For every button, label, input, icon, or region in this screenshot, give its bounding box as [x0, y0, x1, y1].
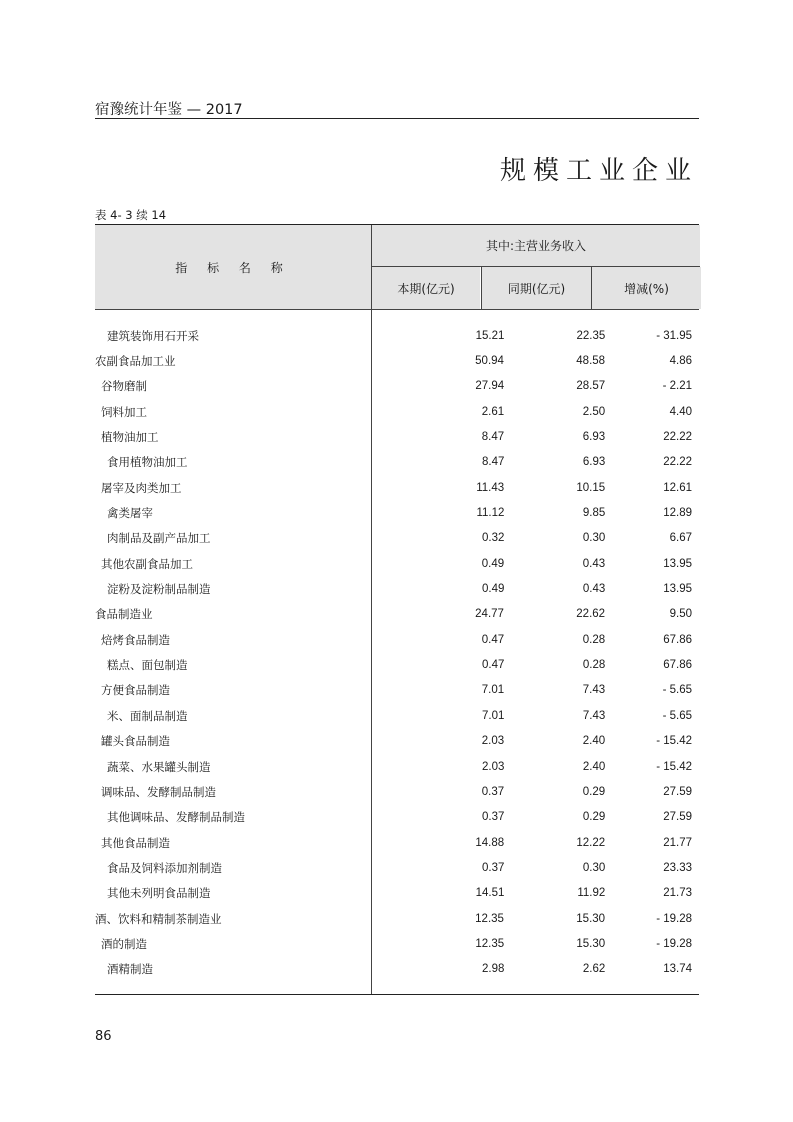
row-change-value: - 5.65: [662, 684, 692, 697]
table-body: [95, 310, 699, 994]
row-previous-value: 9.85: [582, 507, 606, 520]
row-current-value: 12.35: [475, 937, 505, 950]
row-change-value: - 5.65: [662, 709, 692, 722]
row-previous-value: 7.43: [582, 709, 606, 722]
row-previous-value: 0.30: [582, 861, 606, 874]
page-number: 86: [95, 1029, 112, 1044]
row-current-value: 14.51: [475, 887, 505, 900]
table-row: [95, 830, 699, 855]
row-current-value: 2.61: [481, 405, 505, 418]
row-previous-value: 2.40: [582, 735, 606, 748]
table-row: [95, 576, 699, 601]
row-current-value: 0.47: [481, 659, 505, 672]
previous-period-header: 同期(亿元): [481, 267, 591, 309]
row-change-value: - 2.21: [662, 380, 692, 393]
row-name: 焙烤食品制造: [101, 632, 170, 647]
table-row: [95, 348, 699, 373]
row-name: 调味品、发酵制品制造: [101, 784, 216, 799]
current-period-header: 本期(亿元): [372, 267, 480, 309]
table-row: [95, 399, 699, 424]
row-change-value: 13.74: [663, 963, 692, 976]
row-change-value: 13.95: [663, 557, 692, 570]
row-previous-value: 0.29: [582, 811, 606, 824]
row-change-value: 22.22: [663, 456, 692, 469]
row-name: 饲料加工: [101, 404, 147, 419]
row-change-value: 67.86: [663, 659, 692, 672]
revenue-header-group: [371, 225, 700, 309]
row-name: 其他调味品、发酵制品制造: [107, 810, 245, 825]
row-name: 食用植物油加工: [107, 455, 188, 470]
table-row: [95, 475, 699, 500]
row-name: 其他食品制造: [101, 835, 170, 850]
table-id: 表 4- 3 续 14: [95, 208, 167, 222]
row-name: 酒精制造: [107, 962, 153, 977]
row-previous-value: 0.29: [582, 785, 606, 798]
row-current-value: 2.98: [481, 963, 505, 976]
row-previous-value: 0.28: [582, 659, 606, 672]
statistics-table: [95, 224, 699, 995]
table-row: [95, 754, 699, 779]
revenue-group-label: 其中:主营业务收入: [372, 225, 700, 267]
row-name: 罐头食品制造: [101, 734, 170, 749]
table-row: [95, 703, 699, 728]
row-current-value: 8.47: [481, 456, 505, 469]
row-name: 酒、饮料和精制茶制造业: [95, 911, 222, 926]
row-name: 食品及饲料添加剂制造: [107, 860, 222, 875]
row-change-value: 4.86: [669, 355, 692, 368]
row-previous-value: 12.22: [576, 836, 606, 849]
row-previous-value: 0.30: [582, 532, 606, 545]
row-current-value: 0.32: [481, 532, 505, 545]
row-current-value: 50.94: [475, 355, 504, 368]
table-row: [95, 450, 699, 475]
row-change-value: 27.59: [663, 785, 692, 798]
row-change-value: 67.86: [663, 633, 692, 646]
row-previous-value: 6.93: [582, 431, 606, 444]
row-name: 酒的制造: [101, 936, 147, 951]
row-change-value: 13.95: [663, 583, 692, 596]
table-row: [95, 729, 699, 754]
row-previous-value: 0.28: [582, 633, 606, 646]
table-row: [95, 551, 699, 576]
row-name: 方便食品制造: [101, 683, 170, 698]
row-current-value: 8.47: [481, 431, 505, 444]
row-change-value: 23.33: [663, 861, 692, 874]
row-change-value: - 31.95: [656, 329, 692, 342]
row-previous-value: 2.40: [582, 760, 606, 773]
row-change-value: 4.40: [669, 405, 692, 418]
table-row: [95, 652, 699, 677]
row-change-value: 6.67: [669, 532, 692, 545]
row-name: 糕点、面包制造: [107, 658, 188, 673]
row-previous-value: 7.43: [582, 684, 606, 697]
row-current-value: 11.43: [476, 481, 505, 494]
row-change-value: - 15.42: [656, 735, 692, 748]
header-rule: [95, 118, 699, 119]
row-previous-value: 48.58: [576, 355, 606, 368]
row-previous-value: 2.50: [582, 405, 606, 418]
table-row: [95, 805, 699, 830]
change-percent-header: 增减(%): [591, 267, 701, 309]
row-current-value: 27.94: [475, 380, 505, 393]
table-row: [95, 931, 699, 956]
row-name: 蔬菜、水果罐头制造: [107, 759, 211, 774]
row-name: 肉制品及副产品加工: [107, 531, 211, 546]
table-row: [95, 906, 699, 931]
row-name: 谷物磨制: [101, 379, 147, 394]
row-current-value: 2.03: [481, 760, 505, 773]
table-row: [95, 500, 699, 525]
row-change-value: 12.61: [663, 481, 692, 494]
table-row: [95, 779, 699, 804]
row-name: 植物油加工: [101, 430, 159, 445]
table-row: [95, 881, 699, 906]
table-row: [95, 957, 699, 982]
row-change-value: - 19.28: [656, 937, 692, 950]
row-previous-value: 22.62: [576, 608, 606, 621]
row-current-value: 0.37: [481, 811, 505, 824]
indicator-header: 指 标 名 称: [95, 225, 371, 309]
row-previous-value: 15.30: [576, 912, 606, 925]
row-previous-value: 10.15: [576, 481, 606, 494]
row-change-value: 21.77: [663, 836, 692, 849]
row-current-value: 14.88: [475, 836, 505, 849]
column-divider: [371, 310, 372, 994]
section-title: 规模工业企业: [499, 156, 698, 186]
table-row: [95, 627, 699, 652]
row-current-value: 0.49: [481, 583, 505, 596]
row-name: 屠宰及肉类加工: [101, 480, 182, 495]
row-current-value: 0.49: [481, 557, 505, 570]
row-change-value: 22.22: [663, 431, 692, 444]
row-change-value: - 15.42: [656, 760, 692, 773]
row-change-value: - 19.28: [656, 912, 692, 925]
row-current-value: 0.47: [481, 633, 505, 646]
table-row: [95, 678, 699, 703]
row-previous-value: 22.35: [576, 329, 606, 342]
row-name: 农副食品加工业: [95, 354, 176, 369]
row-current-value: 24.77: [475, 608, 504, 621]
row-previous-value: 28.57: [576, 380, 606, 393]
row-name: 建筑装饰用石开采: [107, 328, 199, 343]
table-bottom-rule: [95, 994, 699, 995]
row-current-value: 7.01: [481, 709, 505, 722]
row-current-value: 11.12: [476, 507, 505, 520]
table-header: [95, 225, 699, 309]
table-row: [95, 424, 699, 449]
row-current-value: 0.37: [481, 785, 505, 798]
row-current-value: 12.35: [475, 912, 504, 925]
row-current-value: 2.03: [481, 735, 505, 748]
row-current-value: 7.01: [481, 684, 505, 697]
row-previous-value: 6.93: [582, 456, 606, 469]
table-row: [95, 374, 699, 399]
table-row: [95, 602, 699, 627]
row-change-value: 21.73: [663, 887, 692, 900]
row-name: 米、面制品制造: [107, 708, 188, 723]
row-current-value: 0.37: [481, 861, 505, 874]
row-change-value: 9.50: [669, 608, 692, 621]
row-current-value: 15.21: [475, 329, 505, 342]
table-row: [95, 855, 699, 880]
table-row: [95, 323, 699, 348]
table-row: [95, 526, 699, 551]
row-change-value: 12.89: [663, 507, 692, 520]
row-name: 其他未列明食品制造: [107, 886, 211, 901]
running-head: 宿豫统计年鉴 — 2017: [95, 102, 243, 118]
row-name: 食品制造业: [95, 607, 153, 622]
row-previous-value: 2.62: [582, 963, 606, 976]
row-name: 淀粉及淀粉制品制造: [107, 582, 211, 597]
row-previous-value: 11.92: [577, 887, 606, 900]
row-previous-value: 15.30: [576, 937, 606, 950]
row-name: 禽类屠宰: [107, 506, 153, 521]
row-name: 其他农副食品加工: [101, 556, 193, 571]
table-rows: [95, 310, 699, 994]
row-previous-value: 0.43: [582, 557, 606, 570]
row-change-value: 27.59: [663, 811, 692, 824]
row-previous-value: 0.43: [582, 583, 606, 596]
